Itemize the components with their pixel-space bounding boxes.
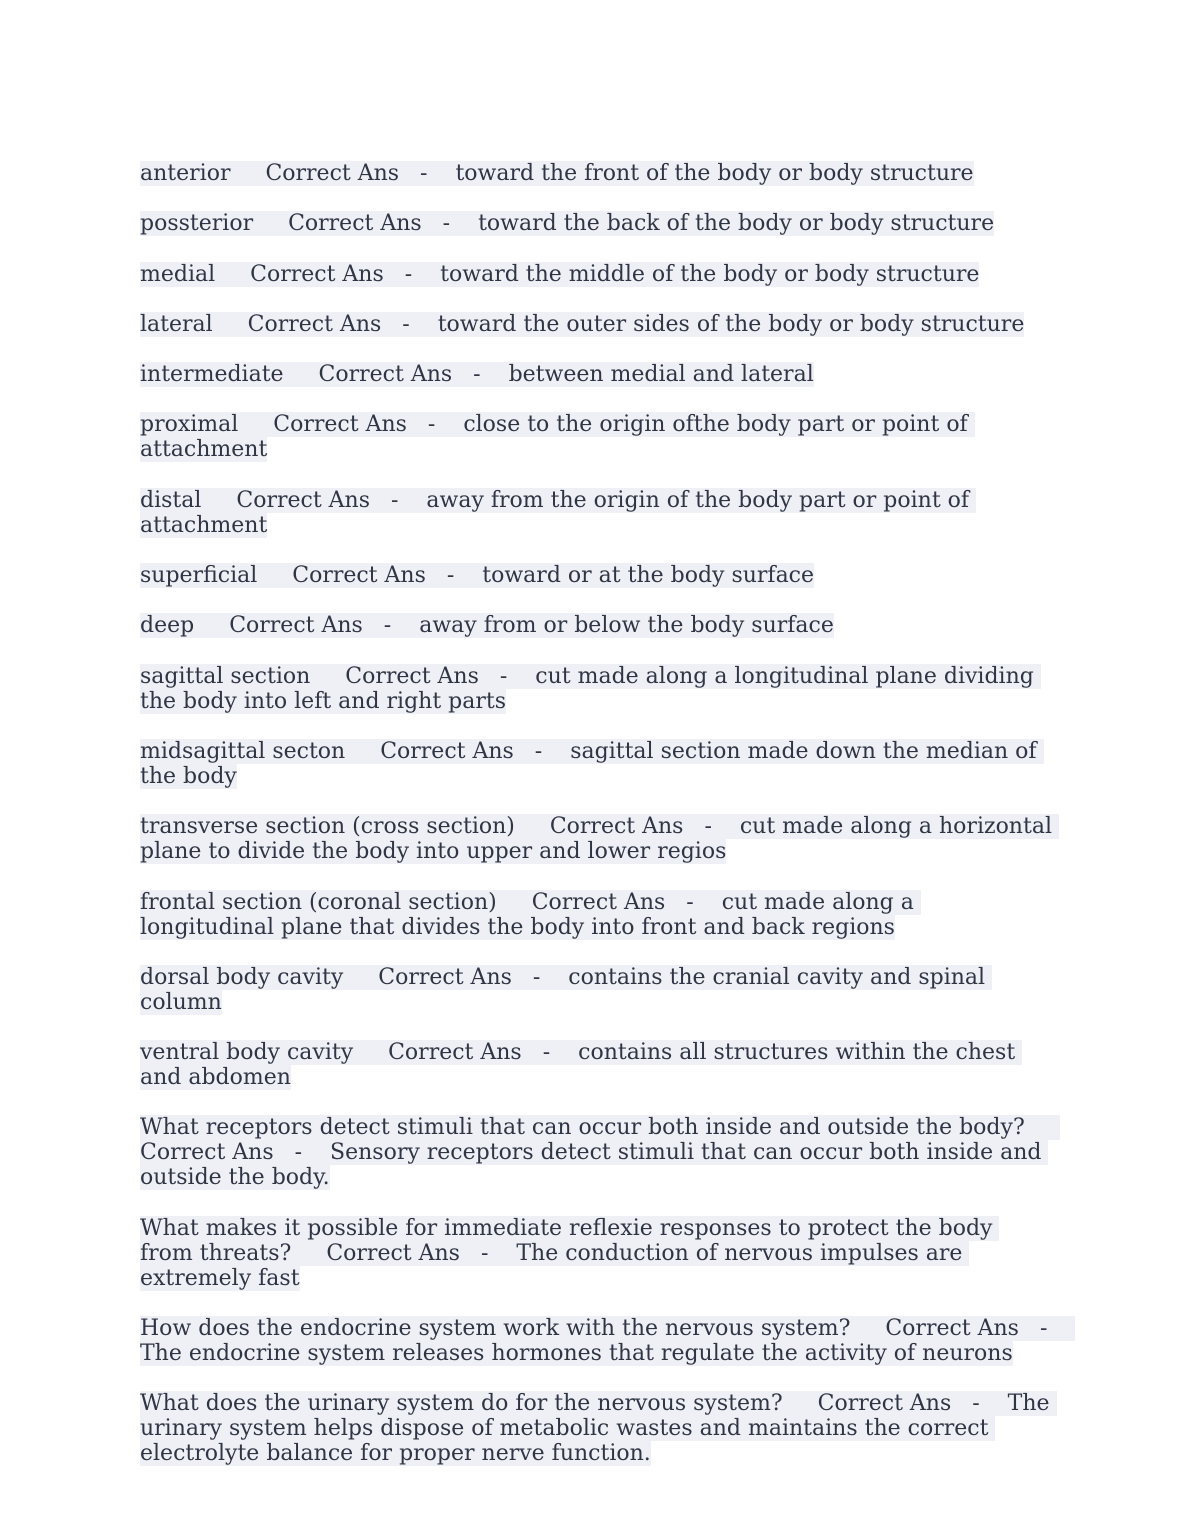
- entry-answer: contains all structures within the chest and abdomen: [140, 1040, 1023, 1091]
- correct-ans-label: Correct Ans -: [885, 1316, 1048, 1342]
- correct-ans-label: Correct Ans -: [273, 412, 436, 438]
- highlighted-text: [140, 211, 994, 236]
- flashcard-entry: [140, 1316, 1052, 1366]
- entry-answer: The conduction of nervous impulses are extremely fast: [140, 1240, 970, 1291]
- entry-term: transverse section (cross section): [140, 814, 515, 840]
- entry-answer: toward the front of the body or body structure: [455, 161, 974, 186]
- highlighted-text: [140, 890, 921, 940]
- correct-ans-label: Correct Ans -: [229, 613, 392, 639]
- entry-answer: The endocrine system releases hormones that regulate the activity of neurons: [140, 1341, 1013, 1367]
- entry-term: What makes it possible for immediate reflexie responses to protect the body from threats?: [140, 1215, 1000, 1266]
- entry-answer: Sensory receptors detect stimuli that can occur both inside and outside the body.: [140, 1140, 1049, 1191]
- entry-answer: toward the back of the body or body structure: [478, 211, 995, 237]
- entry-answer: cut made along a longitudinal plane that divides the body into front and back regions: [140, 889, 921, 940]
- flashcard-entry: [140, 814, 1059, 865]
- flashcard-entry: [140, 664, 1052, 714]
- document-page: [140, 161, 1059, 1492]
- entry-term: proximal: [140, 412, 239, 438]
- entry-answer: away from or below the body surface: [419, 613, 834, 639]
- flashcard-entry: [140, 890, 1052, 940]
- entry-answer: close to the origin ofthe body part or point of attachment: [140, 412, 975, 463]
- entry-term: What does the urinary system do for the nervous system?: [140, 1391, 783, 1417]
- entry-answer: toward or at the body surface: [482, 563, 815, 589]
- entry-term: anterior: [140, 161, 231, 186]
- correct-ans-label: Correct Ans -: [326, 1240, 489, 1266]
- highlighted-text: [140, 1316, 1075, 1366]
- correct-ans-label: Correct Ans -: [345, 663, 508, 689]
- highlighted-text: [140, 1115, 1060, 1190]
- entry-term: distal: [140, 487, 202, 513]
- highlighted-text: [140, 739, 1044, 789]
- correct-ans-label: Correct Ans -: [388, 1040, 551, 1066]
- highlighted-text: [140, 161, 974, 186]
- flashcard-entry: [140, 362, 1052, 387]
- entry-term: dorsal body cavity: [140, 964, 344, 990]
- correct-ans-label: Correct Ans -: [236, 487, 399, 513]
- entry-term: possterior: [140, 211, 254, 237]
- highlighted-text: [140, 262, 979, 287]
- flashcard-entry: [140, 488, 1052, 538]
- correct-ans-label: Correct Ans -: [380, 738, 543, 764]
- correct-ans-label: Correct Ans -: [817, 1391, 980, 1417]
- entry-term: What receptors detect stimuli that can occur both inside and outside the body?: [140, 1115, 1025, 1141]
- highlighted-text: [140, 1216, 999, 1291]
- correct-ans-label: Correct Ans -: [265, 161, 428, 186]
- entry-term: lateral: [140, 311, 213, 337]
- highlighted-text: [140, 1391, 1057, 1466]
- flashcard-entry: [140, 563, 1052, 588]
- entry-term: midsagittal secton: [140, 738, 346, 764]
- flashcard-entry: [140, 1115, 1052, 1190]
- flashcard-entry: [140, 965, 1052, 1015]
- entry-answer: toward the middle of the body or body structure: [440, 261, 980, 287]
- correct-ans-label: Correct Ans -: [531, 889, 694, 915]
- entry-answer: sagittal section made down the median of the body: [140, 738, 1044, 789]
- entry-answer: cut made along a horizontal plane to divide the body into upper and lower regios: [140, 814, 1059, 865]
- correct-ans-label: Correct Ans -: [247, 311, 410, 337]
- entry-answer: cut made along a longitudinal plane dividing the body into left and right parts: [140, 663, 1041, 714]
- correct-ans-label: Correct Ans -: [140, 1140, 303, 1166]
- correct-ans-label: Correct Ans -: [288, 211, 451, 237]
- highlighted-text: [140, 1040, 1022, 1090]
- correct-ans-label: Correct Ans -: [292, 563, 455, 589]
- entry-term: How does the endocrine system work with the nervous system?: [140, 1316, 851, 1342]
- correct-ans-label: Correct Ans -: [250, 261, 413, 287]
- entry-term: deep: [140, 613, 195, 639]
- highlighted-text: [140, 965, 992, 1015]
- flashcard-entry: [140, 1040, 1052, 1090]
- entry-term: ventral body cavity: [140, 1040, 354, 1066]
- entry-term: intermediate: [140, 362, 284, 388]
- flashcard-entry: [140, 739, 1052, 789]
- entry-answer: between medial and lateral: [508, 362, 814, 388]
- correct-ans-label: Correct Ans -: [549, 814, 712, 840]
- entry-term: sagittal section: [140, 663, 311, 689]
- highlighted-text: [140, 664, 1041, 714]
- entry-answer: toward the outer sides of the body or body structure: [437, 311, 1025, 337]
- highlighted-text: [140, 613, 834, 638]
- entry-answer: away from the origin of the body part or point of attachment: [140, 487, 977, 538]
- correct-ans-label: Correct Ans -: [378, 964, 541, 990]
- flashcard-entry: [140, 262, 1052, 287]
- flashcard-entry: [140, 412, 1052, 462]
- flashcard-entry: [140, 211, 1052, 236]
- highlighted-text: [140, 563, 814, 588]
- flashcard-entry: [140, 312, 1052, 337]
- entry-term: frontal section (coronal section): [140, 889, 497, 915]
- entry-term: medial: [140, 261, 216, 287]
- entry-answer: The urinary system helps dispose of metabolic wastes and maintains the correct electrolyte balance for proper nerve function.: [140, 1391, 1057, 1467]
- flashcard-entry: [140, 1391, 1057, 1467]
- highlighted-text: [140, 814, 1059, 864]
- flashcard-entry: [140, 1216, 1052, 1291]
- highlighted-text: [140, 312, 1024, 337]
- flashcard-entry: [140, 161, 1052, 186]
- entry-answer: contains the cranial cavity and spinal column: [140, 964, 993, 1015]
- highlighted-text: [140, 412, 975, 462]
- flashcard-entry: [140, 613, 1052, 638]
- highlighted-text: [140, 488, 976, 538]
- entry-term: superficial: [140, 563, 258, 589]
- highlighted-text: [140, 362, 814, 387]
- correct-ans-label: Correct Ans -: [318, 362, 481, 388]
